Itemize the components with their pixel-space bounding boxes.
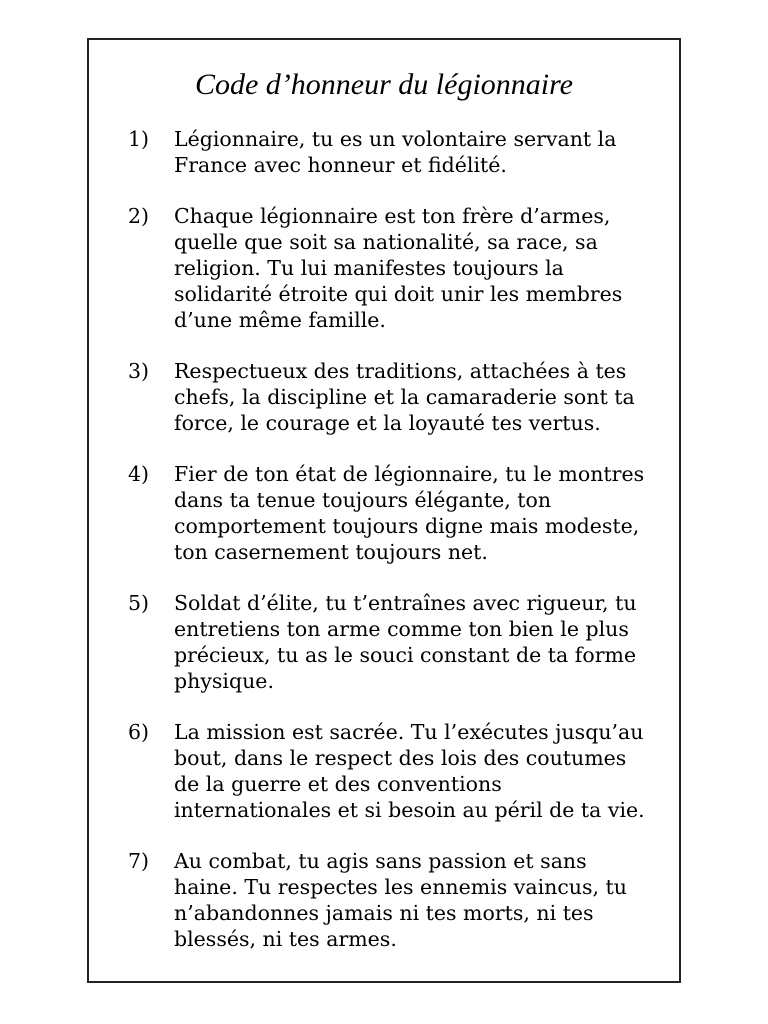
rule-number: 5) xyxy=(128,591,150,615)
rule-number: 1) xyxy=(128,127,150,151)
rule-item-6 xyxy=(89,719,679,823)
rule-text: Fier de ton état de légionnaire, tu le montres dans ta tenue toujours élégante, ton comportement toujours digne mais modeste, ton casernement toujours net. xyxy=(174,462,645,564)
rules-list xyxy=(89,126,679,977)
rule-text: Soldat d’élite, tu t’entraînes avec rigueur, tu entretiens ton arme comme ton bien le plus précieux, tu as le souci constant de ta forme physique. xyxy=(174,591,637,693)
rule-number: 4) xyxy=(128,462,150,486)
rule-item-2 xyxy=(89,203,679,333)
rule-number: 3) xyxy=(128,359,150,383)
rule-number: 6) xyxy=(128,720,150,744)
document-title: Code d’honneur du légionnaire xyxy=(194,68,573,101)
rule-item-7 xyxy=(89,848,679,952)
rule-text: Légionnaire, tu es un volontaire servant la France avec honneur et fidélité. xyxy=(174,127,617,177)
rule-item-4 xyxy=(89,461,679,565)
rule-item-1 xyxy=(89,126,679,178)
rule-text: Au combat, tu agis sans passion et sans haine. Tu respectes les ennemis vaincus, tu n’abandonnes jamais ni tes morts, ni tes blessés, ni tes armes. xyxy=(174,849,628,951)
rule-number: 7) xyxy=(128,849,150,873)
rule-number: 2) xyxy=(128,204,150,228)
code-card xyxy=(87,38,681,983)
rule-text: Chaque légionnaire est ton frère d’armes, quelle que soit sa nationalité, sa race, sa religion. Tu lui manifestes toujours la solidarité étroite qui doit unir les membres d’une même famille. xyxy=(174,204,623,332)
rule-text: La mission est sacrée. Tu l’exécutes jusqu’au bout, dans le respect des lois des coutumes de la guerre et des conventions internationales et si besoin au péril de ta vie. xyxy=(174,720,645,822)
rule-item-3 xyxy=(89,358,679,436)
rule-text: Respectueux des traditions, attachées à tes chefs, la discipline et la camaraderie sont ta force, le courage et la loyauté tes vertus. xyxy=(174,359,635,435)
rule-item-5 xyxy=(89,590,679,694)
